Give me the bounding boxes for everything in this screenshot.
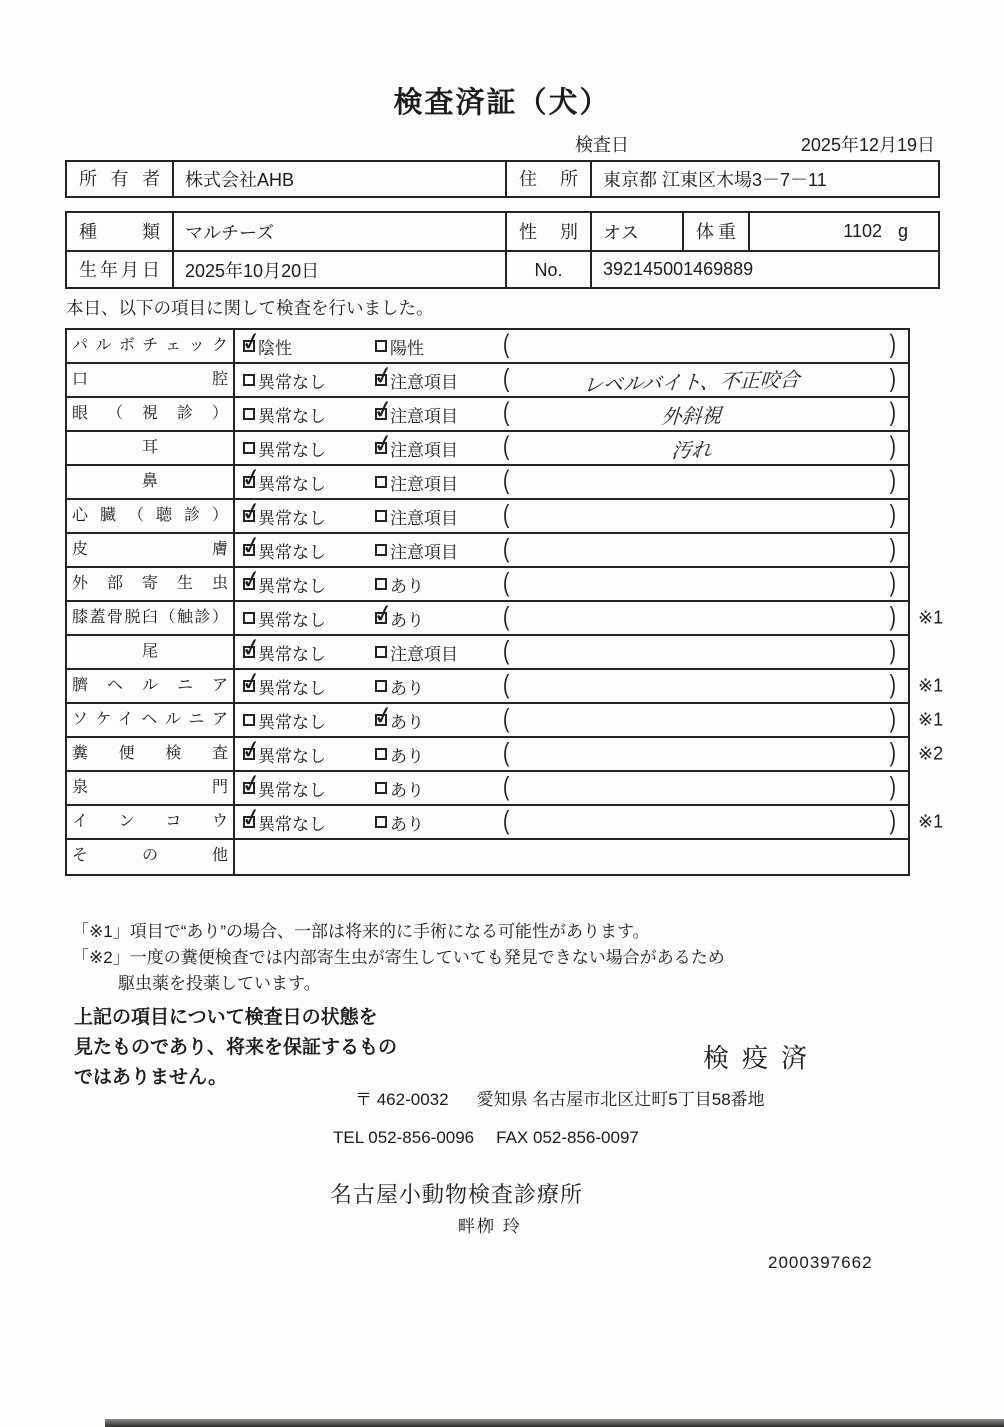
item-name: 尾 (67, 636, 235, 668)
checkbox-icon (243, 340, 255, 352)
clinic-address: 愛知県 名古屋市北区辻町5丁目58番地 (476, 1090, 765, 1109)
footnote-1: 「※1」項目で“あり”の場合、一部は将来的に手術になる可能性があります。 (72, 922, 650, 941)
inspection-row (67, 806, 944, 840)
disclaimer (74, 1003, 397, 1093)
owner-value: 株式会社AHB (174, 162, 507, 196)
weight-unit: g (897, 221, 908, 241)
checkbox-icon (243, 476, 255, 488)
row-content (235, 398, 908, 430)
inspection-row (67, 670, 944, 704)
paren-close-icon: ) (889, 331, 896, 360)
option-2-label: 注意項目 (390, 542, 458, 562)
weight-label: 体重 (696, 221, 736, 242)
paren-close-icon: ) (889, 671, 896, 700)
row-mark: ※1 (918, 811, 944, 832)
checkbox-icon (375, 748, 387, 760)
option-2-label: あり (390, 610, 424, 630)
checkbox-icon (243, 646, 255, 658)
row-content (235, 330, 908, 362)
item-name: 耳 (67, 432, 235, 464)
option-1 (243, 568, 326, 600)
inspection-row (67, 738, 944, 772)
paren-close-icon: ) (889, 467, 896, 496)
inspection-row (67, 398, 908, 432)
option-1 (243, 636, 326, 668)
option-1-label: 異常なし (258, 712, 326, 732)
option-1 (243, 432, 326, 464)
weight-value: 1102 (843, 221, 882, 241)
owner-info-table (65, 160, 940, 198)
item-name: 心臓（聴診） (67, 500, 235, 532)
row-content (235, 466, 908, 498)
option-1 (243, 500, 326, 532)
row-content (235, 364, 908, 396)
paren-close-icon: ) (889, 535, 896, 564)
option-1-label: 異常なし (258, 610, 326, 630)
clinic-tel: TEL 052-856-0096 (333, 1128, 475, 1147)
option-1 (243, 330, 292, 362)
checkbox-icon (375, 646, 387, 658)
paren-open-icon: ( (503, 705, 510, 734)
option-1-label: 異常なし (258, 440, 326, 460)
breed-label: 種類 (79, 221, 160, 242)
item-name: 口腔 (67, 364, 235, 396)
checkbox-icon (243, 680, 255, 692)
checkbox-icon (375, 714, 387, 726)
serial-number: 2000397662 (768, 1253, 873, 1272)
checkbox-icon (243, 578, 255, 590)
checkbox-icon (375, 408, 387, 420)
owner-label-cell (67, 162, 174, 196)
checkbox-icon (243, 612, 255, 624)
paren-open-icon: ( (503, 807, 510, 836)
option-2 (375, 636, 458, 668)
paren-close-icon: ) (889, 365, 896, 394)
option-1 (243, 398, 326, 430)
inspection-date (575, 131, 935, 157)
disclaimer-line1: 上記の項目について検査日の状態を (74, 1007, 378, 1028)
option-2 (375, 364, 458, 396)
sex-value: オス (592, 213, 684, 250)
birthdate-row (67, 250, 938, 287)
inspection-row (67, 568, 908, 602)
footnotes (72, 919, 725, 997)
birthdate-value: 2025年10月20日 (174, 252, 507, 287)
row-content (235, 738, 944, 770)
option-2 (375, 602, 424, 634)
item-name: 膝蓋骨脱臼（触診） (67, 602, 235, 634)
item-note: レベルバイト、不正咬合 (582, 368, 801, 397)
option-1 (243, 772, 326, 804)
option-2 (375, 806, 424, 838)
option-1 (243, 364, 326, 396)
row-content (235, 704, 944, 736)
paren-close-icon: ) (889, 399, 896, 428)
paren-open-icon: ( (503, 637, 510, 666)
option-1 (243, 534, 326, 566)
item-name: インコウ (67, 806, 235, 838)
option-2 (375, 772, 424, 804)
paren-open-icon: ( (503, 365, 510, 394)
paren-open-icon: ( (503, 331, 510, 360)
option-2 (375, 738, 424, 770)
breed-value: マルチーズ (174, 213, 507, 250)
item-name: 鼻 (67, 466, 235, 498)
option-2 (375, 466, 458, 498)
inspection-table (65, 328, 944, 876)
disclaimer-line2: 見たものであり、将来を保証するもの (74, 1037, 398, 1058)
option-2 (375, 704, 424, 736)
option-2-label: 注意項目 (390, 372, 458, 392)
checkbox-icon (375, 544, 387, 556)
checkbox-icon (243, 714, 255, 726)
option-1 (243, 670, 326, 702)
option-2-label: 陽性 (390, 338, 424, 358)
address-label: 住所 (519, 169, 578, 189)
item-name: 泉門 (67, 772, 235, 804)
inspection-row (67, 330, 908, 364)
item-note (524, 836, 859, 879)
option-1 (243, 806, 326, 838)
item-name: その他 (67, 840, 235, 874)
row-content (235, 602, 944, 634)
option-2-label: 注意項目 (390, 474, 458, 494)
row-content (235, 534, 908, 566)
row-content (235, 432, 908, 464)
checkbox-icon (375, 510, 387, 522)
option-2-label: 注意項目 (390, 406, 458, 426)
item-note: 外斜視 (660, 404, 723, 429)
inspection-row (67, 432, 908, 466)
item-name: 皮膚 (67, 534, 235, 566)
checkbox-icon (375, 680, 387, 692)
option-2 (375, 398, 458, 430)
option-2-label: 注意項目 (390, 508, 458, 528)
option-2-label: 注意項目 (390, 440, 458, 460)
checkbox-icon (375, 374, 387, 386)
number-value: 392145001469889 (603, 259, 754, 279)
inspection-date-value: 2025年12月19日 (800, 135, 935, 155)
disclaimer-line3: ではありません。 (74, 1067, 228, 1088)
paren-close-icon: ) (889, 603, 896, 632)
veterinarian-name: 畔栁 玲 (458, 1217, 522, 1236)
option-2 (375, 534, 458, 566)
inspection-row (67, 704, 944, 738)
option-1-label: 異常なし (258, 508, 326, 528)
paren-open-icon: ( (503, 501, 510, 530)
inspection-row (67, 364, 908, 398)
option-2 (375, 670, 424, 702)
checkbox-icon (375, 476, 387, 488)
option-2-label: あり (390, 576, 424, 596)
checkbox-icon (243, 408, 255, 420)
checkbox-icon (243, 442, 255, 454)
option-1-label: 異常なし (258, 406, 326, 426)
row-content (235, 806, 944, 838)
item-name: パルボチェック (67, 330, 235, 362)
postal-code: 〒 462-0032 (355, 1090, 449, 1109)
clinic-name: 名古屋小動物検査診療所 (330, 1182, 584, 1207)
option-1-label: 異常なし (258, 644, 326, 664)
option-2-label: あり (390, 678, 424, 698)
option-1-label: 異常なし (258, 576, 326, 596)
footnote-2-line1: 「※2」一度の糞便検査では内部寄生虫が寄生していても発見できない場合があるため (72, 948, 725, 967)
paren-open-icon: ( (503, 467, 510, 496)
option-2 (375, 330, 424, 362)
option-1-label: 異常なし (258, 474, 326, 494)
paren-open-icon: ( (503, 399, 510, 428)
option-1-label: 陰性 (258, 338, 292, 358)
inspection-row (67, 840, 908, 874)
option-1 (243, 602, 326, 634)
option-1 (243, 466, 326, 498)
option-1-label: 異常なし (258, 542, 326, 562)
option-1-label: 異常なし (258, 372, 326, 392)
document-title: 検査済証（犬） (393, 87, 611, 119)
paren-open-icon: ( (503, 671, 510, 700)
footnote-2-line2: 駆虫薬を投薬しています。 (118, 974, 321, 993)
paren-close-icon: ) (889, 705, 896, 734)
row-mark: ※1 (918, 675, 944, 696)
checkbox-icon (243, 782, 255, 794)
paren-close-icon: ) (889, 637, 896, 666)
clinic-tel-fax (333, 1128, 639, 1148)
checkbox-icon (243, 510, 255, 522)
paren-open-icon: ( (503, 433, 510, 462)
checkbox-icon (243, 748, 255, 760)
paren-open-icon: ( (503, 739, 510, 768)
inspection-row (67, 602, 944, 636)
checkbox-icon (375, 816, 387, 828)
scan-edge-artifact (105, 1419, 1004, 1427)
checkbox-icon (243, 544, 255, 556)
row-mark: ※1 (918, 709, 944, 730)
item-name: 糞便検査 (67, 738, 235, 770)
row-content (235, 772, 908, 804)
paren-close-icon: ) (889, 501, 896, 530)
sex-label: 性別 (519, 221, 578, 242)
animal-info-table (65, 211, 940, 289)
checkbox-icon (375, 612, 387, 624)
item-note: 汚れ (670, 438, 713, 463)
intro-text: 本日、以下の項目に関して検査を行いました。 (66, 298, 434, 318)
option-2-label: 注意項目 (390, 644, 458, 664)
checkbox-icon (375, 782, 387, 794)
paren-open-icon: ( (503, 773, 510, 802)
paren-close-icon: ) (889, 433, 896, 462)
row-content (235, 840, 908, 874)
option-1-label: 異常なし (258, 746, 326, 766)
paren-close-icon: ) (889, 739, 896, 768)
paren-close-icon: ) (889, 773, 896, 802)
row-content (235, 670, 944, 702)
checkbox-icon (375, 442, 387, 454)
item-name: ソケイヘルニア (67, 704, 235, 736)
option-2-label: あり (390, 780, 424, 800)
item-name: 臍ヘルニア (67, 670, 235, 702)
inspection-row (67, 466, 908, 500)
option-2 (375, 432, 458, 464)
row-mark: ※2 (918, 743, 944, 764)
weight-value-cell (750, 213, 938, 250)
paren-open-icon: ( (503, 535, 510, 564)
option-1-label: 異常なし (258, 780, 326, 800)
owner-label: 所有者 (79, 169, 160, 189)
paren-close-icon: ) (889, 569, 896, 598)
item-name: 眼（視診） (67, 398, 235, 430)
option-2 (375, 568, 424, 600)
option-2-label: あり (390, 746, 424, 766)
inspection-date-label: 検査日 (575, 135, 629, 155)
inspection-row (67, 772, 908, 806)
option-1-label: 異常なし (258, 814, 326, 834)
inspection-row (67, 500, 908, 534)
quarantine-stamp: 検疫済 (703, 1043, 821, 1073)
checkbox-icon (375, 340, 387, 352)
inspection-row (67, 636, 908, 670)
option-1 (243, 704, 326, 736)
item-name: 外部寄生虫 (67, 568, 235, 600)
birthdate-label: 生年月日 (79, 259, 160, 280)
row-content (235, 568, 908, 600)
breed-row (67, 213, 938, 250)
paren-close-icon: ) (889, 807, 896, 836)
checkbox-icon (375, 578, 387, 590)
option-2 (375, 500, 458, 532)
address-value: 東京都 江東区木場3－7－11 (603, 170, 827, 190)
checkbox-icon (243, 816, 255, 828)
paren-open-icon: ( (503, 603, 510, 632)
clinic-postal-address (355, 1085, 765, 1110)
inspection-row (67, 534, 908, 568)
option-2-label: あり (390, 712, 424, 732)
paren-open-icon: ( (503, 569, 510, 598)
option-2-label: あり (390, 814, 424, 834)
number-label: No. (534, 259, 563, 280)
row-content (235, 500, 908, 532)
clinic-fax: FAX 052-856-0097 (496, 1128, 639, 1147)
row-mark: ※1 (918, 607, 944, 628)
option-1-label: 異常なし (258, 678, 326, 698)
checkbox-icon (243, 374, 255, 386)
row-content (235, 636, 908, 668)
option-1 (243, 738, 326, 770)
address-label-cell (507, 162, 592, 196)
